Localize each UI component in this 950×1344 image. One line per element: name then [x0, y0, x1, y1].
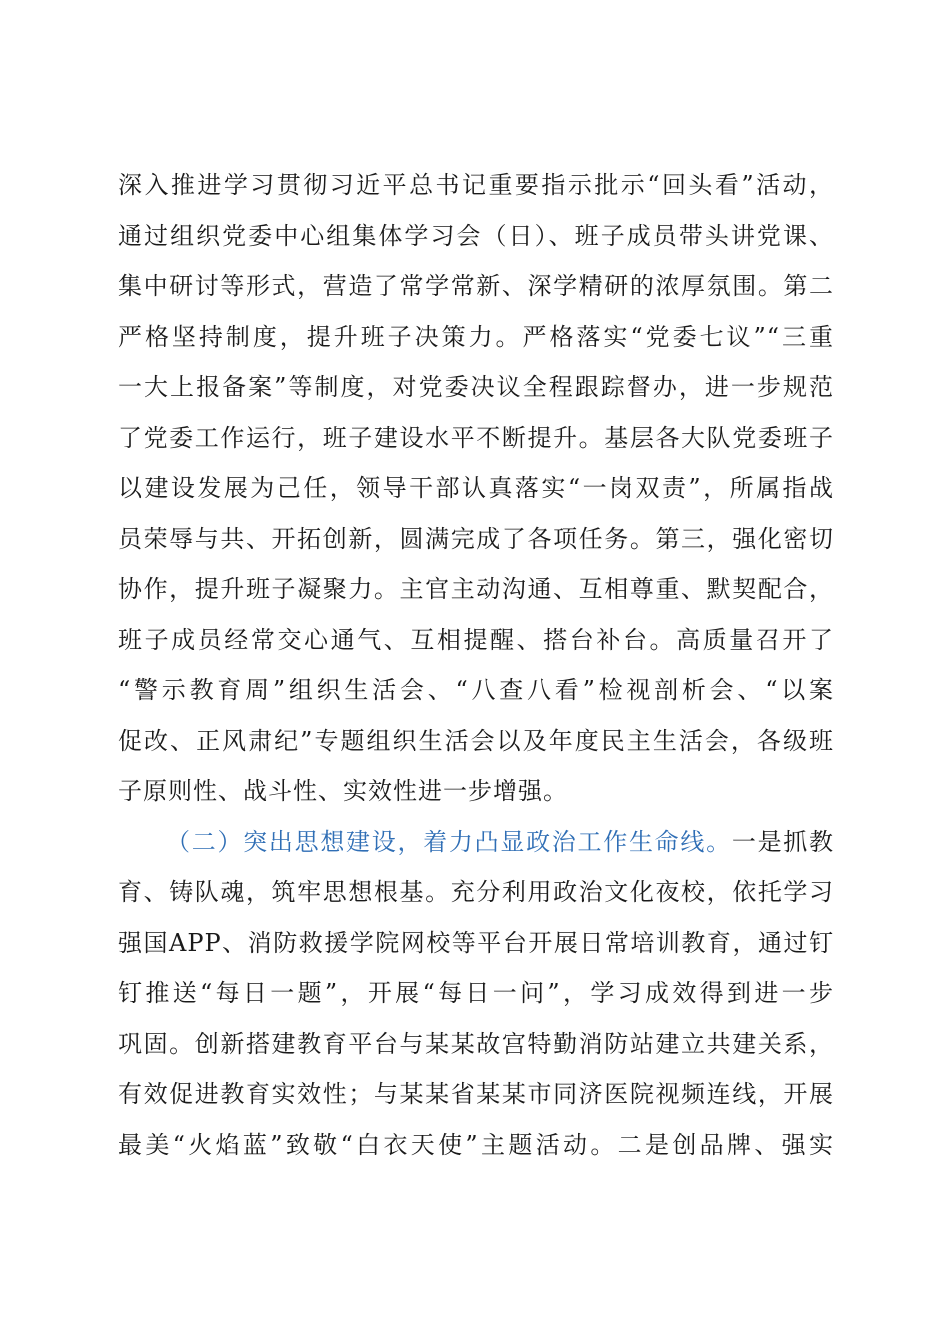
paragraph-line: 育、铸队魂，筑牢思想根基。充分利用政治文化夜校，依托学习 — [118, 878, 834, 906]
section-2 — [118, 817, 834, 1171]
paragraph-line: 巩固。创新搭建教育平台与某某故宫特勤消防站建立共建关系， — [118, 1029, 834, 1058]
paragraph-line: 钉推送“每日一题”，开展“每日一问”，学习成效得到进一步 — [118, 979, 834, 1007]
paragraph-line: 了党委工作运行，班子建设水平不断提升。基层各大队党委班子 — [118, 423, 834, 452]
paragraph-line: 员荣辱与共、开拓创新，圆满完成了各项任务。第三，强化密切 — [118, 524, 834, 553]
section-2-first-line — [118, 817, 834, 868]
paragraph-line: 集中研讨等形式，营造了常学常新、深学精研的浓厚氛围。第二 — [118, 272, 834, 300]
paragraph-line: 通过组织党委中心组集体学习会（日）、班子成员带头讲党课、 — [118, 221, 834, 250]
section-2-first-line-text: 一是抓教 — [731, 827, 834, 856]
paragraph-1 — [118, 160, 834, 817]
paragraph-line: 深入推进学习贯彻习近平总书记重要指示批示“回头看”活动， — [118, 171, 834, 199]
paragraph-line: 严格坚持制度，提升班子决策力。严格落实“党委七议”“三重 — [118, 322, 834, 351]
paragraph-line: 促改、正风肃纪”专题组织生活会以及年度民主生活会，各级班 — [118, 726, 834, 755]
paragraph-line: 以建设发展为己任，领导干部认真落实“一岗双责”，所属指战 — [118, 474, 834, 502]
paragraph-line: 强国APP、消防救援学院网校等平台开展日常培训教育，通过钉 — [118, 928, 834, 957]
paragraph-line: 班子成员经常交心通气、互相提醒、搭台补台。高质量召开了 — [118, 625, 834, 654]
document-body — [118, 160, 834, 1170]
section-heading: （二）突出思想建设，着力凸显政治工作生命线。 — [166, 827, 732, 856]
paragraph-line: 有效促进教育实效性；与某某省某某市同济医院视频连线，开展 — [118, 1080, 834, 1108]
paragraph-line: “警示教育周”组织生活会、“八查八看”检视剖析会、“以案 — [118, 676, 834, 704]
paragraph-line: 协作，提升班子凝聚力。主官主动沟通、互相尊重、默契配合， — [118, 575, 834, 603]
paragraph-line: 子原则性、战斗性、实效性进一步增强。 — [118, 777, 568, 805]
paragraph-line: 最美“火焰蓝”致敬“白衣天使”主题活动。二是创品牌、强实 — [118, 1130, 834, 1159]
paragraph-line: 一大上报备案”等制度，对党委决议全程跟踪督办，进一步规范 — [118, 373, 834, 401]
